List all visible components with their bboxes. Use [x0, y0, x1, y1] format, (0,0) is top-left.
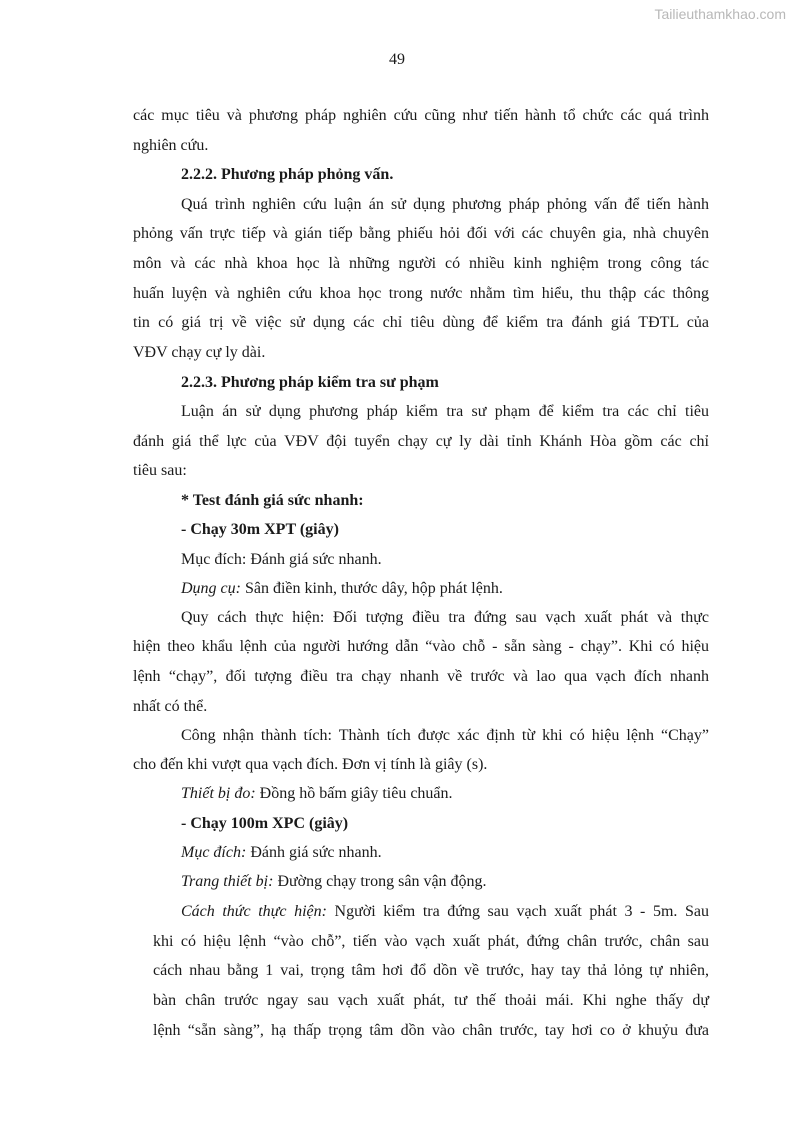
text-line: huấn luyện và nghiên cứu khoa học trong nước nhằm tìm hiểu, thu thập các thông — [133, 285, 709, 302]
text-line: lệnh “sẵn sàng”, hạ thấp trọng tâm dồn vào chân trước, tay hơi co ở khuỷu đưa — [153, 1022, 709, 1039]
text-line: tiêu sau: — [133, 462, 187, 479]
inline-text: Đồng hồ bấm giây tiêu chuẩn. — [255, 785, 453, 802]
text-line: Mục đích: Đánh giá sức nhanh. — [181, 551, 382, 568]
text-line — [181, 784, 453, 804]
text-line: phỏng vấn trực tiếp và gián tiếp bằng phiếu hỏi đối với các chuyên gia, nhà chuyên — [133, 225, 709, 242]
watermark: Tailieuthamkhao.com — [654, 6, 786, 22]
text-line — [181, 843, 382, 863]
inline-label: Mục đích: — [181, 844, 247, 861]
text-line: nghiên cứu. — [133, 137, 209, 154]
inline-text: Đường chạy trong sân vận động. — [273, 873, 487, 890]
text-line: cho đến khi vượt qua vạch đích. Đơn vị tính là giây (s). — [133, 756, 488, 773]
text-line: môn và các nhà khoa học là những người có nhiều kinh nghiệm trong công tác — [133, 255, 709, 272]
text-line: Công nhận thành tích: Thành tích được xác định từ khi có hiệu lệnh “Chạy” — [181, 727, 709, 744]
text-line: bàn chân trước ngay sau vạch xuất phát, tư thế thoải mái. Khi nghe thấy dự — [153, 992, 709, 1009]
text-line: cách nhau bằng 1 vai, trọng tâm hơi đổ dồn về trước, hay tay thả lỏng tự nhiên, — [153, 962, 709, 979]
section-heading-2-2-2: 2.2.2. Phương pháp phỏng vấn. — [181, 166, 394, 183]
inline-label: Thiết bị đo: — [181, 785, 256, 802]
text-line: lệnh “chạy”, đối tượng điều tra chạy nhanh về trước và lao qua vạch đích nhanh — [133, 668, 709, 685]
inline-label: Dụng cụ: — [181, 580, 241, 597]
text-line: tin có giá trị về việc sử dụng các chỉ tiêu dùng để kiểm tra đánh giá TĐTL của — [133, 314, 709, 331]
test-item-heading: - Chạy 100m XPC (giây) — [181, 815, 349, 832]
text-line — [181, 902, 709, 922]
text-line — [181, 872, 487, 892]
text-line: Quá trình nghiên cứu luận án sử dụng phương pháp phỏng vấn để tiến hành — [181, 196, 709, 213]
test-heading: * Test đánh giá sức nhanh: — [181, 492, 364, 509]
inline-text: Người kiểm tra đứng sau vạch xuất phát 3 - 5m. Sau — [326, 903, 709, 920]
inline-label: Trang thiết bị: — [181, 873, 274, 890]
text-line: đánh giá thể lực của VĐV đội tuyển chạy cự ly dài tỉnh Khánh Hòa gồm các chỉ — [133, 433, 709, 450]
test-item-heading: - Chạy 30m XPT (giây) — [181, 521, 339, 538]
text-line: Luận án sử dụng phương pháp kiểm tra sư phạm để kiểm tra các chỉ tiêu — [181, 403, 709, 420]
text-line: VĐV chạy cự ly dài. — [133, 344, 266, 361]
page-number: 49 — [389, 51, 405, 68]
inline-label: Cách thức thực hiện: — [181, 903, 327, 920]
section-heading-2-2-3: 2.2.3. Phương pháp kiểm tra sư phạm — [181, 374, 439, 391]
text-line: hiện theo khẩu lệnh của người hướng dẫn “vào chỗ - sẵn sàng - chạy”. Khi có hiệu — [133, 638, 709, 655]
inline-text: Đánh giá sức nhanh. — [246, 844, 382, 861]
text-line: nhất có thể. — [133, 698, 208, 715]
inline-text: Sân điền kinh, thước dây, hộp phát lệnh. — [240, 580, 503, 597]
text-line: khi có hiệu lệnh “vào chỗ”, tiến vào vạch xuất phát, đứng chân trước, chân sau — [153, 933, 709, 950]
text-line: Quy cách thực hiện: Đối tượng điều tra đứng sau vạch xuất phát và thực — [181, 609, 709, 626]
text-line: các mục tiêu và phương pháp nghiên cứu cũng như tiến hành tổ chức các quá trình — [133, 107, 709, 124]
text-line — [181, 579, 503, 599]
